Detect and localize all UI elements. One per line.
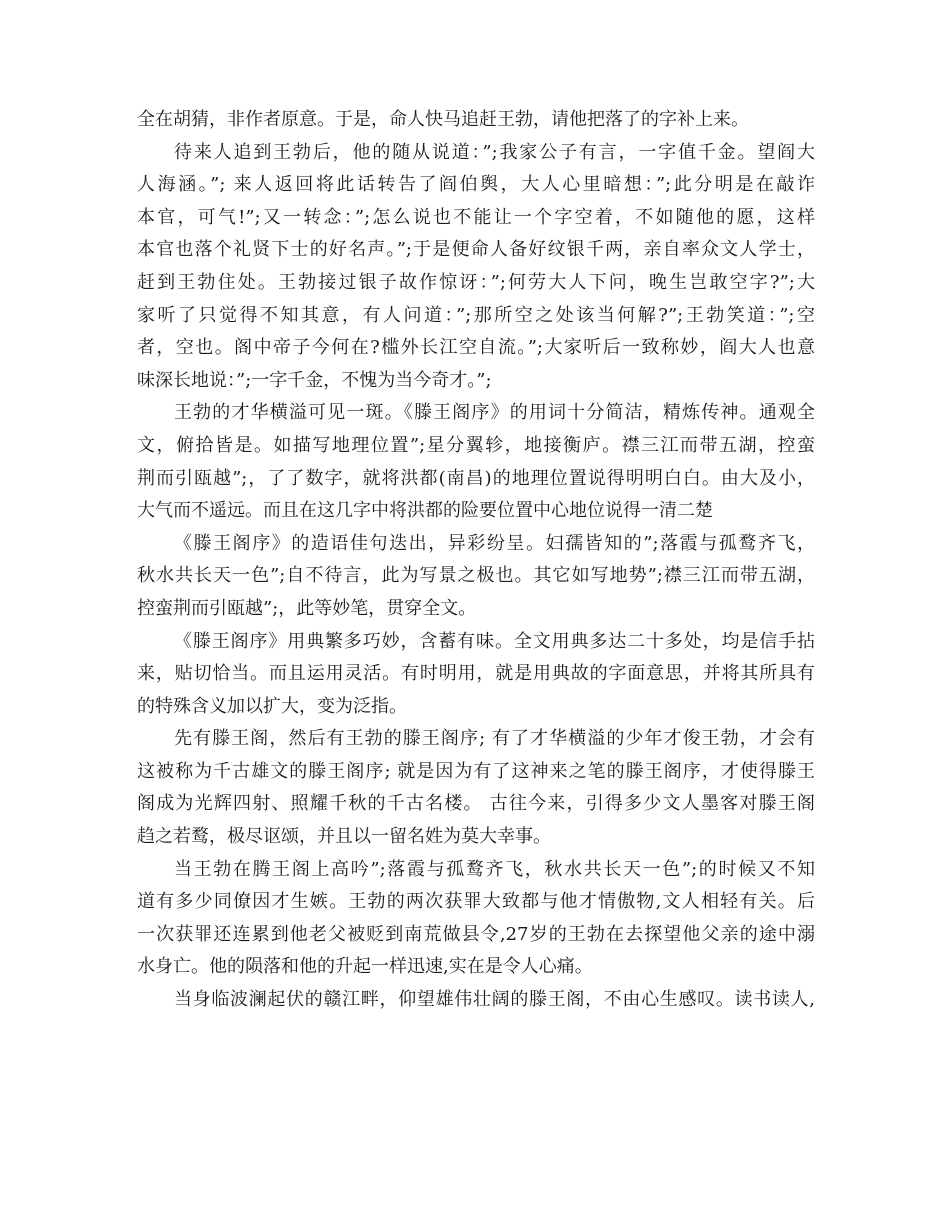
text-line: 来，贴切恰当。而且运用灵活。有时明用，就是用典故的字面意思，并将其所具有 bbox=[137, 663, 815, 685]
text-line: 赶到王勃住处。王勃接过银子故作惊讶：”;何劳大人下问，晚生岂敢空字?”;大 bbox=[137, 271, 815, 293]
text-line: 人海涵。”; 来人返回将此话转告了阎伯舆，大人心里暗想：”;此分明是在敲诈 bbox=[137, 174, 815, 196]
text-line: 的特殊含义加以扩大，变为泛指。 bbox=[137, 695, 407, 717]
text-line: 待来人追到王勃后，他的随从说道：”;我家公子有言，一字值千金。望阎大 bbox=[174, 141, 815, 163]
text-line: 当身临波澜起伏的赣江畔，仰望雄伟壮阔的滕王阁，不由心生感叹。读书读人, bbox=[174, 989, 815, 1011]
text-line: 《滕王阁序》用典繁多巧妙，含蓄有味。全文用典多达二十多处，均是信手拈 bbox=[174, 630, 815, 652]
text-line: 先有滕王阁，然后有王勃的滕王阁序; 有了才华横溢的少年才俊王勃，才会有 bbox=[174, 728, 815, 750]
text-line: 者，空也。阁中帝子今何在?槛外长江空自流。”;大家听后一致称妙，阎大人也意 bbox=[137, 337, 815, 359]
text-line: 荆而引瓯越”;，了了数字，就将洪都(南昌)的地理位置说得明明白白。由大及小， bbox=[137, 467, 815, 489]
text-line: 一次获罪还连累到他老父被贬到南荒做县令,27岁的王勃在去探望他父亲的途中溺 bbox=[137, 923, 815, 945]
text-line: 文，俯拾皆是。如描写地理位置”;星分翼轸，地接衡庐。襟三江而带五湖，控蛮 bbox=[137, 434, 815, 456]
text-line: 控蛮荆而引瓯越”;，此等妙笔，贯穿全文。 bbox=[137, 597, 477, 619]
text-line: 味深长地说：”;一字千金，不愧为当今奇才。”; bbox=[137, 369, 492, 391]
text-line: 本官也落个礼贤下士的好名声。”;于是便命人备好纹银千两，亲自率众文人学士， bbox=[137, 239, 815, 261]
text-line: 本官，可气!”;又一转念：”;怎么说也不能让一个字空着，不如随他的愿，这样 bbox=[137, 206, 815, 228]
document-body bbox=[137, 104, 815, 1017]
text-line: 大气而不遥远。而且在这几字中将洪都的险要位置中心地位说得一清二楚 bbox=[137, 500, 713, 522]
text-line: 《滕王阁序》的造语佳句迭出，异彩纷呈。妇孺皆知的”;落霞与孤鹜齐飞， bbox=[174, 532, 815, 554]
text-line: 全在胡猜，非作者原意。于是，命人快马追赶王勃，请他把落了的字补上来。 bbox=[137, 109, 749, 130]
text-line: 当王勃在腾王阁上高吟”;落霞与孤鹜齐飞，秋水共长天一色”;的时候又不知 bbox=[174, 858, 815, 880]
text-line: 秋水共长天一色”;自不待言，此为写景之极也。其它如写地势”;襟三江而带五湖， bbox=[137, 565, 815, 587]
text-line: 家听了只觉得不知其意，有人问道：”;那所空之处该当何解?”;王勃笑道：”;空 bbox=[137, 304, 815, 326]
text-line: 趋之若鹜，极尽讴颂，并且以一留名姓为莫大幸事。 bbox=[137, 826, 551, 848]
text-line: 水身亡。他的陨落和他的升起一样迅速,实在是令人心痛。 bbox=[137, 956, 593, 978]
text-line: 王勃的才华横溢可见一斑。《滕王阁序》的用词十分简洁，精炼传神。通观全 bbox=[174, 402, 815, 424]
text-line: 阁成为光辉四射、照耀千秋的千古名楼。 古往今来，引得多少文人墨客对滕王阁 bbox=[137, 793, 815, 815]
text-line: 道有多少同僚因才生嫉。王勃的两次获罪大致都与他才情傲物,文人相轻有关。后 bbox=[137, 891, 815, 913]
text-line: 这被称为千古雄文的滕王阁序; 就是因为有了这神来之笔的滕王阁序，才使得滕王 bbox=[137, 760, 815, 782]
